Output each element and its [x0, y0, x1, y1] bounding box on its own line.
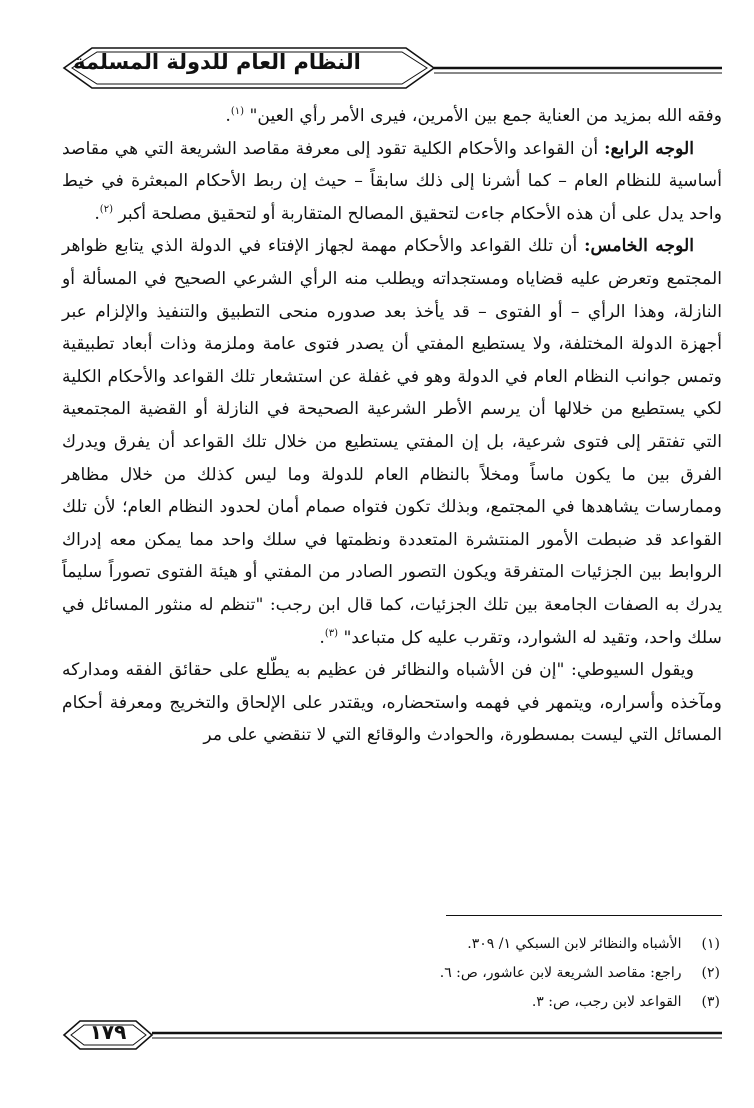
footnotes [300, 930, 720, 1017]
paragraph-3-tail: . [319, 627, 325, 648]
paragraph-3-text: أن تلك القواعد والأحكام مهمة لجهاز الإفتاء في الدولة الذي يتابع ظواهر المجتمع وتعرض عليه قضاياه ومستجداته ويطلب منه الرأي الشرعي الصحيح في المسألة أو النازلة، وهذا الرأي – أو الفتوى – قد يأخذ بعد صدوره منحى التطبيق والتنفيذ والإلزام عبر أجهزة الدولة المختلفة، ولا يستطيع المفتي أن يصدر فتوى عامة وملزمة وذات أبعاد تطبيقية وتمس جوانب النظام العام في الدولة وهو في غفلة عن استشعار تلك القواعد والأحكام الكلية لكي يستطيع من خلالها أن يرسم الأطر الشرعية الصحيحة في النازلة أو القضية المجتمعية التي تفتقر إلى فتوى شرعية، بل إن المفتي يستطيع من خلال تلك القواعد أن يفرق ويدرك الفرق بين ما يكون ماساً ومخلاً بالنظام العام للدولة وما ليس كذلك من خلال مظاهر وممارسات يشاهدها في المجتمع، وبذلك تكون فتواه صمام أمان لحدود النظام العام؛ لأن تلك القواعد قد ضبطت الأمور المنتشرة المتعددة ونظمتها في سلك واحد مما يمكن معه إدراك الروابط بين الجزئيات المتفرقة ويكون التصور الصادر من المفتي أو هيئة الفتوى تصوراً سليماً يدرك به الصفات الجامعة بين تلك الجزئيات، كما قال ابن رجب: "تنظم له منثور المسائل في سلك واحد، وتقيد له الشوارد، وتقرب عليه كل متباعد" [62, 236, 722, 648]
footnote-number: (١) [701, 936, 720, 952]
footnote-number: (٢) [701, 965, 720, 981]
body-text [62, 100, 722, 752]
paragraph-2-label: الوجه الرابع: [604, 138, 694, 159]
paragraph-2-tail: . [94, 203, 100, 224]
footnote-text: راجع: مقاصد الشريعة لابن عاشور، ص: ٦. [439, 965, 682, 981]
paragraph-4 [62, 654, 722, 752]
footnote-ref-3[interactable]: (٣) [324, 627, 339, 639]
paragraph-1 [62, 100, 722, 133]
footnote-number: (٣) [701, 994, 720, 1010]
paragraph-2-text: أن القواعد والأحكام الكلية تقود إلى معرفة مقاصد الشريعة التي هي مقاصد أساسية للنظام العام – كما أشرنا إلى ذلك سابقاً – حيث إن ربط الأحكام المبعثرة في خيط واحد يدل على أن هذه الأحكام جاءت لتحقيق المصالح المتقاربة أو لتحقيق مصلحة أكبر [62, 138, 722, 224]
paragraph-1-tail: . [225, 106, 231, 126]
page-number: ١٧٩ [89, 1020, 127, 1044]
running-header [0, 44, 754, 94]
paragraph-3 [62, 230, 722, 654]
footnote-text: القواعد لابن رجب، ص: ٣. [531, 994, 682, 1010]
footnote-item [300, 988, 720, 1017]
header-title: النظام العام للدولة المسلمة [73, 50, 361, 74]
footnote-ref-1[interactable]: (١) [230, 106, 244, 117]
footnote-item [300, 930, 720, 959]
footnote-text: الأشباه والنظائر لابن السبكي ١/ ٣٠٩. [467, 936, 682, 952]
paragraph-4-text: ويقول السيوطي: "إن فن الأشباه والنظائر فن عظيم به يطّلع على حقائق الفقه ومداركه ومآخذه وأسراره، ويتمهر في فهمه واستحضاره، ويقتدر على الإلحاق والتخريج ومعرفة أحكام المسائل التي ليست بمسطورة، والحوادث والوقائع التي لا تنقضي على مر [62, 660, 722, 746]
paragraph-1-text: وفقه الله بمزيد من العناية جمع بين الأمرين، فيرى الأمر رأي العين" [249, 106, 722, 126]
paragraph-2 [62, 133, 722, 231]
page-footer [0, 1015, 754, 1055]
footnote-item [300, 959, 720, 988]
footnote-ref-2[interactable]: (٢) [99, 203, 113, 215]
paragraph-3-label: الوجه الخامس: [584, 236, 695, 257]
footnote-separator [446, 915, 722, 916]
